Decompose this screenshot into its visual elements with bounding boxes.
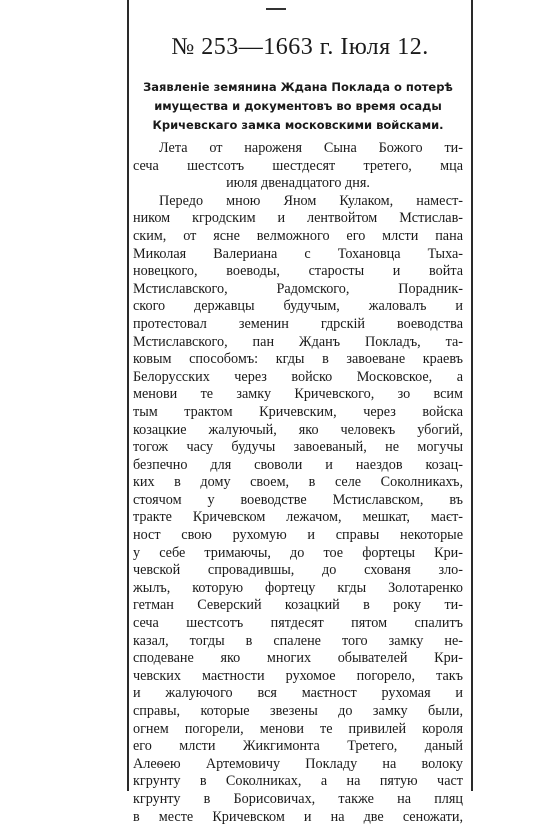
text-line: тогож часу будучы завоеваный, не могучы (133, 439, 463, 456)
text-line: ским, от ясне велможного его млсти пана (133, 227, 463, 244)
text-line: чевской спровадившы, до схованя зло- (133, 562, 463, 579)
text-line: ковым способомъ: кгды в завоеване краевъ (133, 351, 463, 368)
right-column-rule (471, 0, 473, 791)
title-line: имущества и документовъ во время осады (154, 99, 442, 113)
title-line: Заявленіе земянина Ждана Поклада о потерѣ (143, 80, 453, 94)
title-line: Кричевскаго замка московскими войсками. (152, 118, 444, 132)
text-line: чевских маєтности рухомое погорело, такъ (133, 667, 463, 684)
text-line: кгрунту в Соколниках, а на пятую част (133, 773, 463, 790)
text-line: Передо мною Яном Кулаком, намест- (159, 192, 463, 209)
text-line: стоячом у воеводстве Мстиславском, въ (133, 491, 463, 508)
document-body (133, 140, 463, 826)
text-line: протестовал земенин гдрскій воеводства (133, 315, 463, 332)
text-line: гетман Северский козацкий в року ти- (133, 597, 463, 614)
text-line: кгрунту в Борисовичах, также на пляц (133, 790, 463, 807)
text-line: тракте Кричевском лежачом, мешкат, маєт- (133, 509, 463, 526)
text-line: казал, тогды в спалене того замку не- (133, 632, 463, 649)
text-line: Лета от нароженя Сына Божого ти- (159, 140, 463, 156)
text-line: ких в дому своем, в селе Соколникахъ, (133, 474, 463, 491)
text-line: в месте Кричевском и на две сеножати, (133, 808, 463, 825)
document-title (133, 78, 463, 135)
text-line: огнем погорели, менови те привилей короля (133, 720, 463, 737)
text-line: Алеѳею Артемовичу Покладу на волоку (133, 755, 463, 772)
top-mark (266, 8, 286, 10)
text-line: его млсти Жикгимонта Третего, даный (133, 738, 463, 755)
text-line: Миколая Валериана с Тохановца Тыха- (133, 245, 463, 262)
left-column-rule (127, 0, 129, 791)
text-line: ского державцы будучым, жаловалъ и (133, 298, 463, 315)
text-line: и жалуючого вся маєтност рухомая и (133, 685, 463, 702)
text-line: менови те замку Кричевского, зо всим (133, 386, 463, 403)
document-heading: № 253—1663 г. Іюля 12. (171, 34, 429, 60)
text-line: ником кгродским и лентвойтом Мстислав- (133, 210, 463, 227)
text-line: ност свою рухомую и справы некоторые (133, 527, 463, 544)
text-line: сподеване яко многих обывателей Кри- (133, 650, 463, 667)
text-line: сеча шестсотъ пятдесят пятом спалитъ (133, 615, 463, 632)
paragraph (133, 193, 463, 826)
text-line: Белорусских через войско Московское, а (133, 368, 463, 385)
text-line: жылъ, которую фортецу кгды Золотаренко (133, 579, 463, 596)
text-line: июля двенадцатого дня. (226, 175, 370, 192)
text-line: тым трактом Кричевским, через войска (133, 403, 463, 420)
text-line: безпечно для своволи и наездов козац- (133, 456, 463, 473)
text-line: Мстиславского, Радомского, Порадник- (133, 280, 463, 297)
text-line: у себе тримаючы, до тое фортецы Кри- (133, 544, 463, 561)
text-line: Мстиславского, пан Жданъ Покладъ, та- (133, 333, 463, 350)
paragraph (133, 140, 463, 193)
text-line: новецкого, воеводы, старосты и войта (133, 263, 463, 280)
text-line: справы, которые звезены до замку были, (133, 703, 463, 719)
text-line: сеча шестсотъ шестдесят третего, мца (133, 157, 463, 174)
text-line: козацкие жалуючый, яко человекъ убогий, (133, 421, 463, 438)
